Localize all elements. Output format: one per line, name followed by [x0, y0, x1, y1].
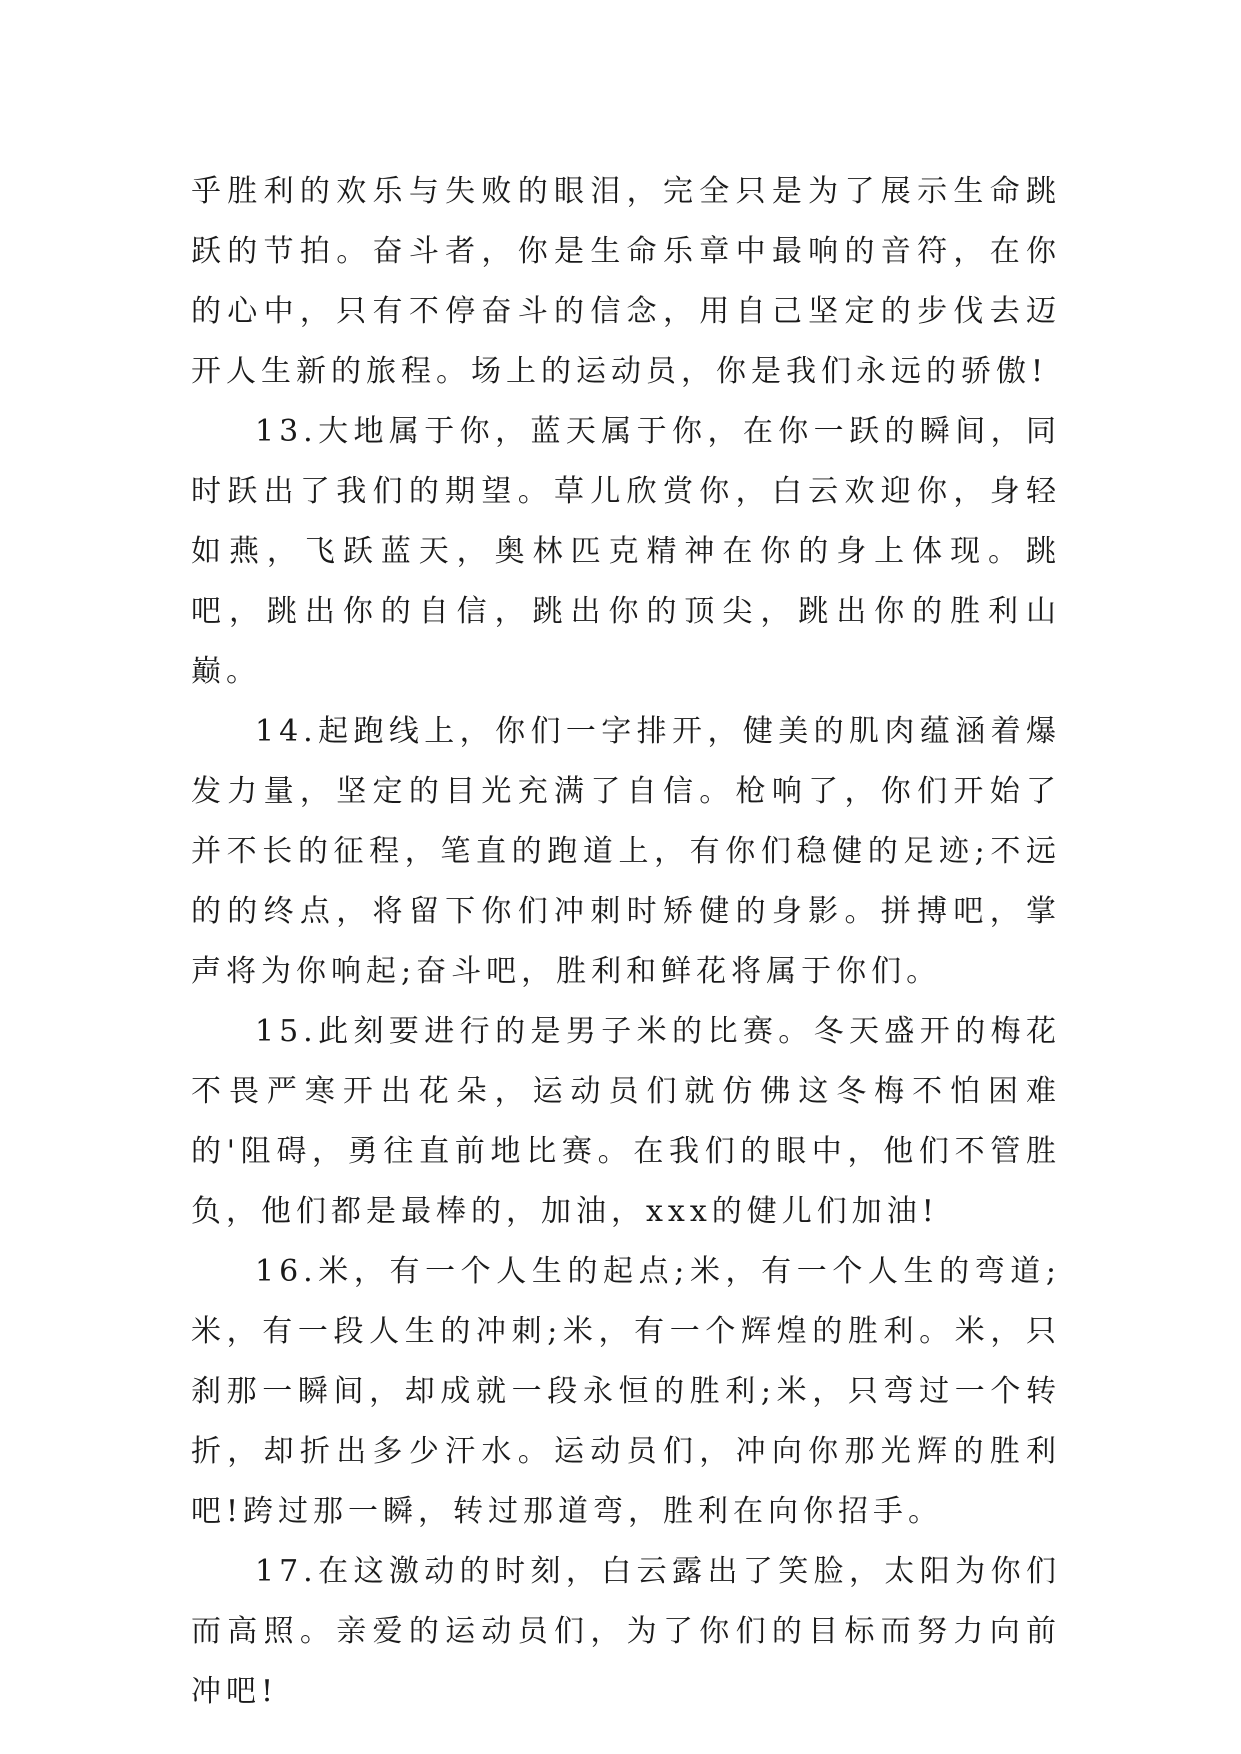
paragraph-14: 14.起跑线上，你们一字排开，健美的肌肉蕴涵着爆发力量，坚定的目光充满了自信。枪响了，你们开始了并不长的征程，笔直的跑道上，有你们稳健的足迹;不远的的终点，将留下你们冲刺时矫健的身影。拼搏吧，掌声将为你响起;奋斗吧，胜利和鲜花将属于你们。: [191, 714, 1061, 989]
paragraph-17: 17.在这激动的时刻，白云露出了笑脸，太阳为你们而高照。亲爱的运动员们，为了你们的目标而努力向前冲吧!: [191, 1554, 1061, 1709]
paragraph-continuation: 乎胜利的欢乐与失败的眼泪，完全只是为了展示生命跳跃的节拍。奋斗者，你是生命乐章中最响的音符，在你的心中，只有不停奋斗的信念，用自己坚定的步伐去迈开人生新的旅程。场上的运动员，你是我们永远的骄傲!: [191, 174, 1061, 389]
document-body: [191, 162, 1061, 1722]
paragraph-13: 13.大地属于你，蓝天属于你，在你一跃的瞬间，同时跃出了我们的期望。草儿欣赏你，白云欢迎你，身轻如燕，飞跃蓝天，奥林匹克精神在你的身上体现。跳吧，跳出你的自信，跳出你的顶尖，跳出你的胜利山巅。: [191, 414, 1061, 689]
paragraph-16: 16.米，有一个人生的起点;米，有一个人生的弯道;米，有一段人生的冲刺;米，有一个辉煌的胜利。米，只刹那一瞬间，却成就一段永恒的胜利;米，只弯过一个转折，却折出多少汗水。运动员们，冲向你那光辉的胜利吧!跨过那一瞬，转过那道弯，胜利在向你招手。: [191, 1254, 1061, 1529]
paragraph-15: 15.此刻要进行的是男子米的比赛。冬天盛开的梅花不畏严寒开出花朵，运动员们就仿佛这冬梅不怕困难的'阻碍，勇往直前地比赛。在我们的眼中，他们不管胜负，他们都是最棒的，加油，xxx的健儿们加油!: [191, 1014, 1061, 1229]
